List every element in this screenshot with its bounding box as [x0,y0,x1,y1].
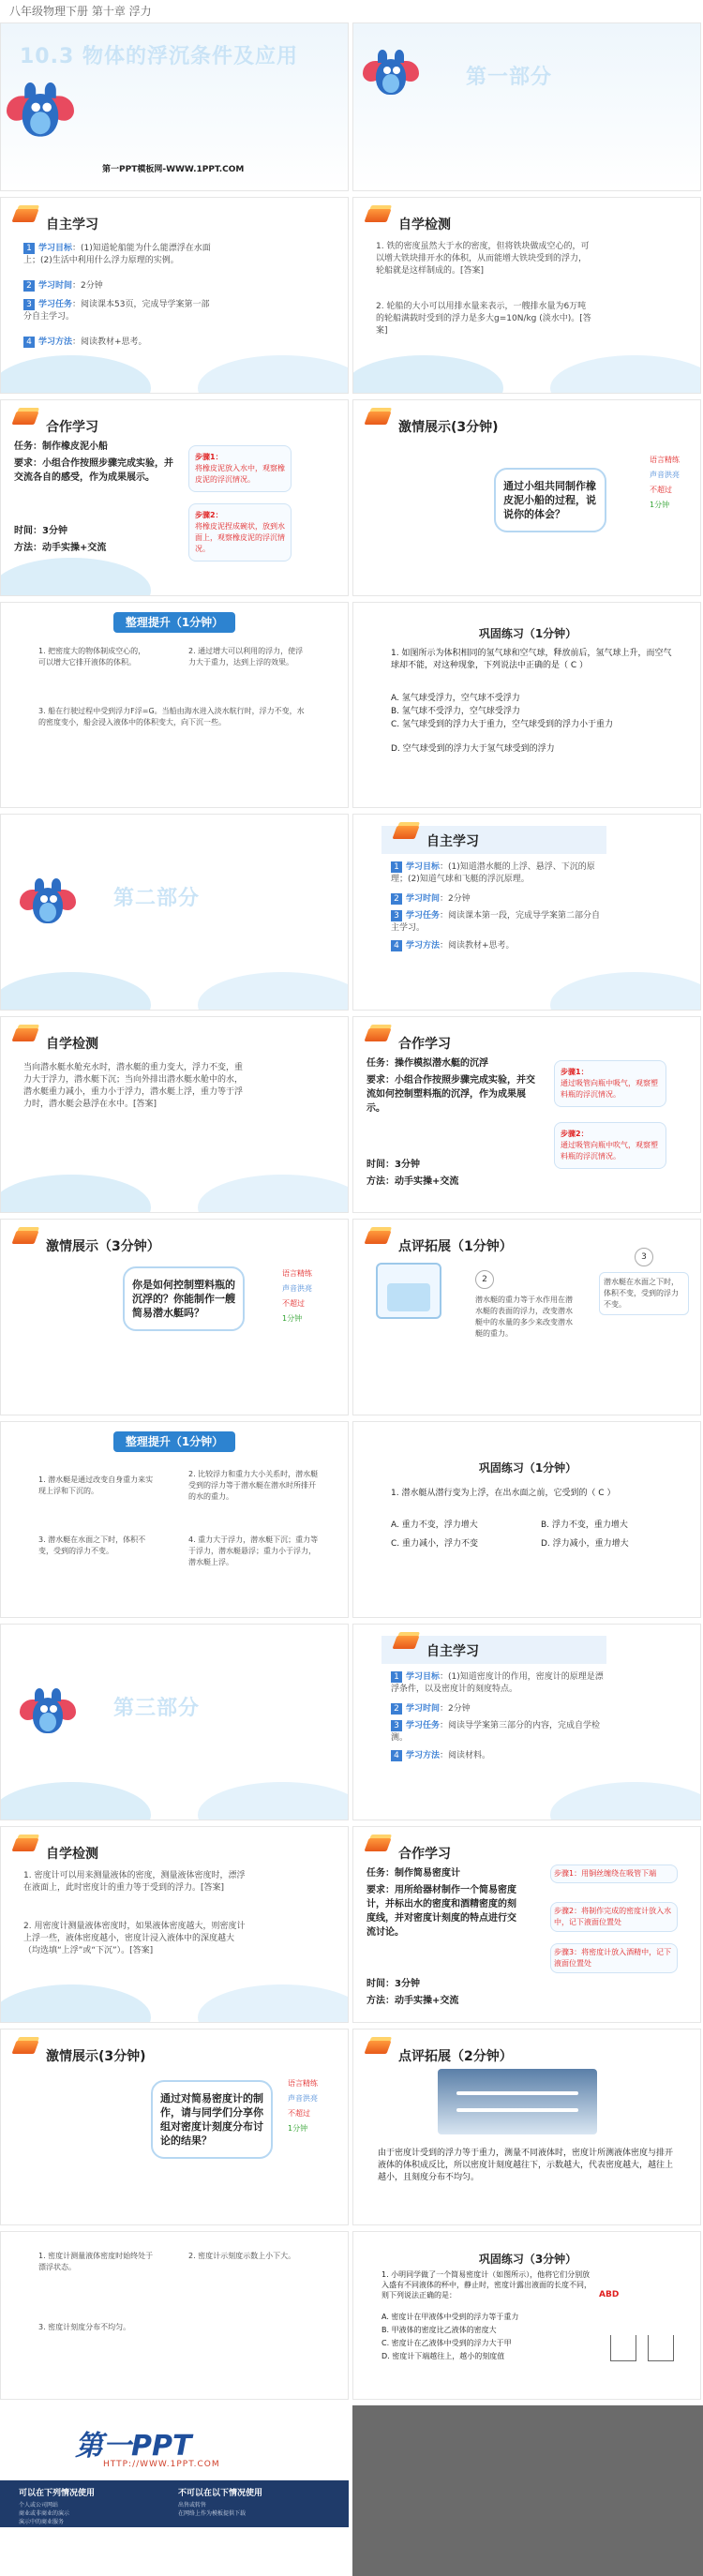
slide-heading: 点评拓展（2分钟） [398,2049,513,2064]
method-text: 方法：动手实操+交流 [366,1176,459,1187]
badge-2: 2 [475,1270,494,1289]
mascot-icon [7,73,74,147]
option-d: D. 密度计下端越往上，越小的刻度值 [381,2352,505,2360]
slide-practice-1[interactable] [352,602,701,808]
slide-heading: 合作学习 [398,1847,451,1862]
side-notes: 语言精练 声音洪亮 不超过 1分钟 [282,1269,312,1323]
hydrometer-photo [438,2069,597,2134]
item-3: 3 学习任务：阅读导学案第三部分的内容，完成自学检测。 [391,1721,601,1743]
badge-3: 3 [635,1248,653,1266]
diagram-image [376,1263,441,1319]
slide-heading: 自学检测 [46,1847,98,1862]
option-c: C. 密度计在乙液体中受到的浮力大于甲 [381,2339,512,2347]
item-1: 1 学习目标：(1)知道密度计的作用，密度计的原理是漂浮条件，以及密度计的刻度特点。 [391,1672,604,1694]
question-text: 1. 如图所示为体积相同的氢气球和空气球，释放前后，氢气球上升，而空气球却不能，对这种现象，下列说法中正确的是（ C ） [391,649,672,670]
question-bubble: 你是如何控制塑料瓶的沉浮的？你能制作一艘简易潜水艇吗？ [123,1266,245,1331]
summary-cell-3: 3. 密度计刻度分布不均匀。 [38,2323,131,2331]
slide-summary-1[interactable] [0,602,349,808]
slide-cooperate-1[interactable] [0,399,349,596]
step-2: 步骤2：将制作完成的密度计放入水中，记下液面位置处 [550,1902,678,1932]
answer-text: 当向潜水艇水舱充水时，潜水艇的重力变大，浮力不变，重力大于浮力，潜水艇下沉；当向外排出潜水艇水舱中的水，潜水艇重力减小，重力小于浮力，潜水艇上浮，重力等于浮力时，潜水艇会悬浮在水中。[答案] [23,1063,244,1109]
item-1: 1 学习目标：(1)知道轮船能为什么能漂浮在水面上；(2)生活中利用什么浮力原理的实例。 [23,244,211,265]
question-2: 2. 轮船的大小可以用排水量来表示，一艘排水量为6万吨的轮船满载时受到的浮力是多大g=10N/kg (淡水中)。[答案] [376,302,591,336]
requirement-text: 要求：用所给器材制作一个简易密度计，并标出水的密度和酒精密度的刻度线，并对密度计刻度的特点进行交流讨论。 [366,1885,516,1938]
option-a: A. 密度计在甲液体中受到的浮力等于重力 [381,2313,519,2321]
option-b: B. 氢气球不受浮力，空气球受浮力 [391,707,520,716]
slide-heading: 自主学习 [46,217,98,232]
slide-showcase-3[interactable] [0,2029,349,2225]
comment-3: 潜水艇在水面之下时，体积不变，受到的浮力不变。 [599,1272,689,1315]
question-1: 1. 密度计可以用来测量液体的密度，测量液体密度时，漂浮在液面上，此时密度计的重力等于受到的浮力。[答案] [23,1871,246,1893]
step-box-2: 步骤2： 将橡皮泥捏成碗状，放到水面上，观察橡皮泥的浮沉情况。 [188,503,292,562]
brand-url: HTTP://WWW.1PPT.COM [103,2460,220,2469]
question-2: 2. 用密度计测量液体密度时，如果液体密度越大，则密度计上浮一些，液体密度越小，密度计浸入液体中的深度越大（均选填“上浮”或“下沉”）。[答案] [23,1922,246,1955]
requirement-text: 要求：小组合作按照步骤完成实验，并交流如何控制塑料瓶的沉浮，作为成果展示。 [366,1075,535,1114]
time-text: 时间：3分钟 [366,1979,420,1989]
summary-cell-4: 4. 重力大于浮力，潜水艇下沉；重力等于浮力，潜水艇悬浮；重力小于浮力，潜水艇上浮。 [188,1535,319,1566]
option-a: A. 重力不变，浮力增大 [391,1520,478,1530]
slide-summary-3[interactable] [0,2231,349,2400]
footer-panel [0,2480,349,2576]
allowed-title: 可以在下列情况使用 [19,2489,96,2498]
slide-self-study-3[interactable] [352,1624,701,1820]
item-2: 2 学习时间：2分钟 [391,893,606,906]
slide-part1[interactable] [352,22,701,191]
method-text: 方法：动手实操+交流 [366,1996,459,2006]
allowed-list: 个人或公司网站 商业或非商业的演示 演示中的商业服务 [19,2502,70,2525]
mascot-icon [363,42,419,104]
answer-text: ABD [599,2290,620,2299]
breadcrumb: 八年级物理下册 第十章 浮力 [0,0,703,22]
slide-part3[interactable] [0,1624,349,1820]
slide-self-study-1[interactable] [0,197,349,394]
slide-heading: 激情展示(3分钟) [398,420,499,435]
slide-comment-2[interactable] [352,2029,701,2225]
summary-cell-1: 1. 潜水艇是通过改变自身重力来实现上浮和下沉的。 [38,1475,154,1495]
option-c: C. 重力减小，浮力不变 [391,1539,479,1549]
summary-cell-3: 3. 潜水艇在水面之下时，体积不变，受到的浮力不变。 [38,1535,146,1555]
cups-diagram [606,2326,681,2363]
item-2: 2 学习时间：2分钟 [391,1703,606,1715]
lesson-title: 10.3 物体的浮沉条件及应用 [20,45,298,68]
summary-pill: 整理提升（1分钟） [113,612,235,633]
summary-cell-1: 1. 密度计测量液体密度时始终处于漂浮状态。 [38,2252,154,2271]
slide-heading: 自主学习 [426,1644,479,1659]
slide-self-check-3[interactable] [0,1826,349,2023]
summary-cell-2: 2. 比较浮力和重力大小关系时，潜水艇受到的浮力等于潜水艇在潜水时所排开的水的重力。 [188,1470,319,1501]
item-4: 4 学习方法：阅读材料。 [391,1750,606,1762]
slide-cooperate-3[interactable] [352,1826,701,2023]
time-text: 时间：3分钟 [366,1160,420,1170]
summary-cell-2: 2. 密度计示刻度示数上小下大。 [188,2252,296,2260]
part-title: 第三部分 [113,1697,201,1720]
slide-heading: 合作学习 [398,1037,451,1052]
time-text: 时间：3分钟 [14,526,67,536]
slide-copyright[interactable] [0,2405,349,2576]
mascot-icon [20,1681,76,1743]
question-text: 1. 小明同学做了一个简易密度计（如图所示），他将它们分别放入盛有不同液体的杯中，静止时，密度计露出液面的长度不同，则下列说法正确的是： [381,2270,591,2299]
task-text: 任务：操作模拟潜水艇的沉浮 [366,1058,488,1069]
task-text: 任务：制作橡皮泥小船 [14,442,108,452]
slide-self-check-1[interactable] [352,197,701,394]
slide-cooperate-2[interactable] [352,1016,701,1213]
empty-panel [352,2405,703,2576]
item-4: 4 学习方法：阅读教材+思考。 [391,940,606,952]
side-notes: 语言精练 声音洪亮 不超过 1分钟 [288,2079,318,2133]
site-label: 第一PPT模板网-WWW.1PPT.COM [102,165,245,174]
slide-part2[interactable] [0,814,349,1011]
summary-cell-1: 1. 把密度大的物体制成空心的，可以增大它排开液体的体积。 [38,647,146,666]
slide-heading: 巩固练习（1分钟） [478,1461,577,1475]
item-3: 3 学习任务：阅读课本第一段，完成导学案第二部分自主学习。 [391,911,601,933]
option-d: D. 空气球受到的浮力大于氢气球受到的浮力 [391,744,555,754]
question-bubble: 通过小组共同制作橡皮泥小船的过程，说说你的体会？ [494,468,606,532]
comment-text: 由于密度计受到的浮力等于重力，测量不同液体时，密度计所测液体密度与排开液体的体积成反比，所以密度计刻度越往下，示数越大，代表密度越大，越往上越小，且刻度分布不均匀。 [378,2149,674,2182]
slide-showcase-1[interactable] [352,399,701,596]
task-text: 任务：制作简易密度计 [366,1868,460,1879]
comment-2: 潜水艇的重力等于水作用在潜水艇的表面的浮力，改变潜水艇中的水量的多少来改变潜水艇的重力。 [475,1295,573,1338]
summary-cell-2: 2. 通过增大可以利用的浮力，使浮力大于重力，达到上浮的效果。 [188,647,304,666]
question-text: 1. 潜水艇从潜行变为上浮，在出水面之前，它受到的（ C ） [391,1489,616,1498]
slide-heading: 激情展示(3分钟) [46,2049,146,2064]
slide-heading: 自主学习 [426,834,479,849]
slide-heading: 巩固练习（3分钟） [478,2253,577,2266]
item-2: 2 学习时间：2分钟 [23,280,211,292]
requirement-text: 要求：小组合作按照步骤完成实验，并交流各自的感受，作为成果展示。 [14,458,173,483]
slide-heading: 激情展示（3分钟） [46,1239,160,1254]
slide-heading: 巩固练习（1分钟） [478,627,577,640]
slide-comment-1[interactable] [352,1219,701,1415]
question-1: 1. 铁的密度虽然大于水的密度，但将铁块做成空心的，可以增大铁块排开水的体积，从而能增大铁块受到的浮力，轮船就是这样制成的。[答案] [376,242,590,276]
mascot-icon [20,871,76,933]
slide-title[interactable] [0,22,349,191]
brand-logo: 第一PPT [75,2430,192,2463]
slide-practice-3[interactable] [352,2231,701,2400]
slide-practice-2[interactable] [352,1421,701,1618]
option-c: C. 氢气球受到的浮力大于重力，空气球受到的浮力小于重力 [391,720,614,729]
item-1: 1 学习目标：(1)知道潜水艇的上浮、悬浮、下沉的原理；(2)知道气球和飞艇的浮沉原理。 [391,862,595,884]
summary-pill: 整理提升（1分钟） [113,1431,235,1452]
option-d: D. 浮力减小，重力增大 [541,1539,629,1549]
step-box-1: 步骤1： 通过吸管向瓶中吸气，观察塑料瓶的浮沉情况。 [554,1060,666,1107]
item-4: 4 学习方法：阅读教材+思考。 [23,337,211,349]
step-1: 步骤1：用铜丝缠绕在吸管下端 [550,1865,678,1883]
slide-heading: 自学检测 [398,217,451,232]
method-text: 方法：动手实操+交流 [14,543,107,553]
slide-heading: 合作学习 [46,420,98,435]
part-title: 第一部分 [466,66,553,89]
slide-heading: 点评拓展（1分钟） [398,1239,513,1254]
slide-self-check-2[interactable] [0,1016,349,1213]
forbidden-title: 不可以在以下情况使用 [178,2489,263,2498]
option-b: B. 浮力不变，重力增大 [541,1520,628,1530]
part-title: 第二部分 [113,887,201,910]
item-3: 3 学习任务：阅读课本53页，完成导学案第一部分自主学习。 [23,300,210,322]
slide-heading: 自学检测 [46,1037,98,1052]
slide-summary-2[interactable] [0,1421,349,1618]
step-box-2: 步骤2： 通过吸管向瓶中吹气，观察塑料瓶的浮沉情况。 [554,1122,666,1169]
option-a: A. 氢气球受浮力，空气球不受浮力 [391,694,520,703]
step-3: 步骤3：将密度计放入酒精中，记下液面位置处 [550,1943,678,1973]
forbidden-list: 出售或转售 在网络上作为模板提供下载 [178,2502,247,2517]
slide-self-study-2[interactable] [352,814,701,1011]
summary-cell-3: 3. 船在行驶过程中受到浮力F浮=G。当船由海水进入淡水航行时，浮力不变，水的密度变小，船会浸入液体中的体积变大，向下沉一些。 [38,707,305,726]
option-b: B. 甲液体的密度比乙液体的密度大 [381,2326,497,2334]
side-notes: 语言精练 声音洪亮 不超过 1分钟 [650,456,680,509]
slide-showcase-2[interactable] [0,1219,349,1415]
step-box-1: 步骤1： 将橡皮泥放入水中，观察橡皮泥的浮沉情况。 [188,445,292,492]
question-bubble: 通过对简易密度计的制作，请与同学们分享你组对密度计刻度分布讨论的结果？ [151,2080,273,2159]
